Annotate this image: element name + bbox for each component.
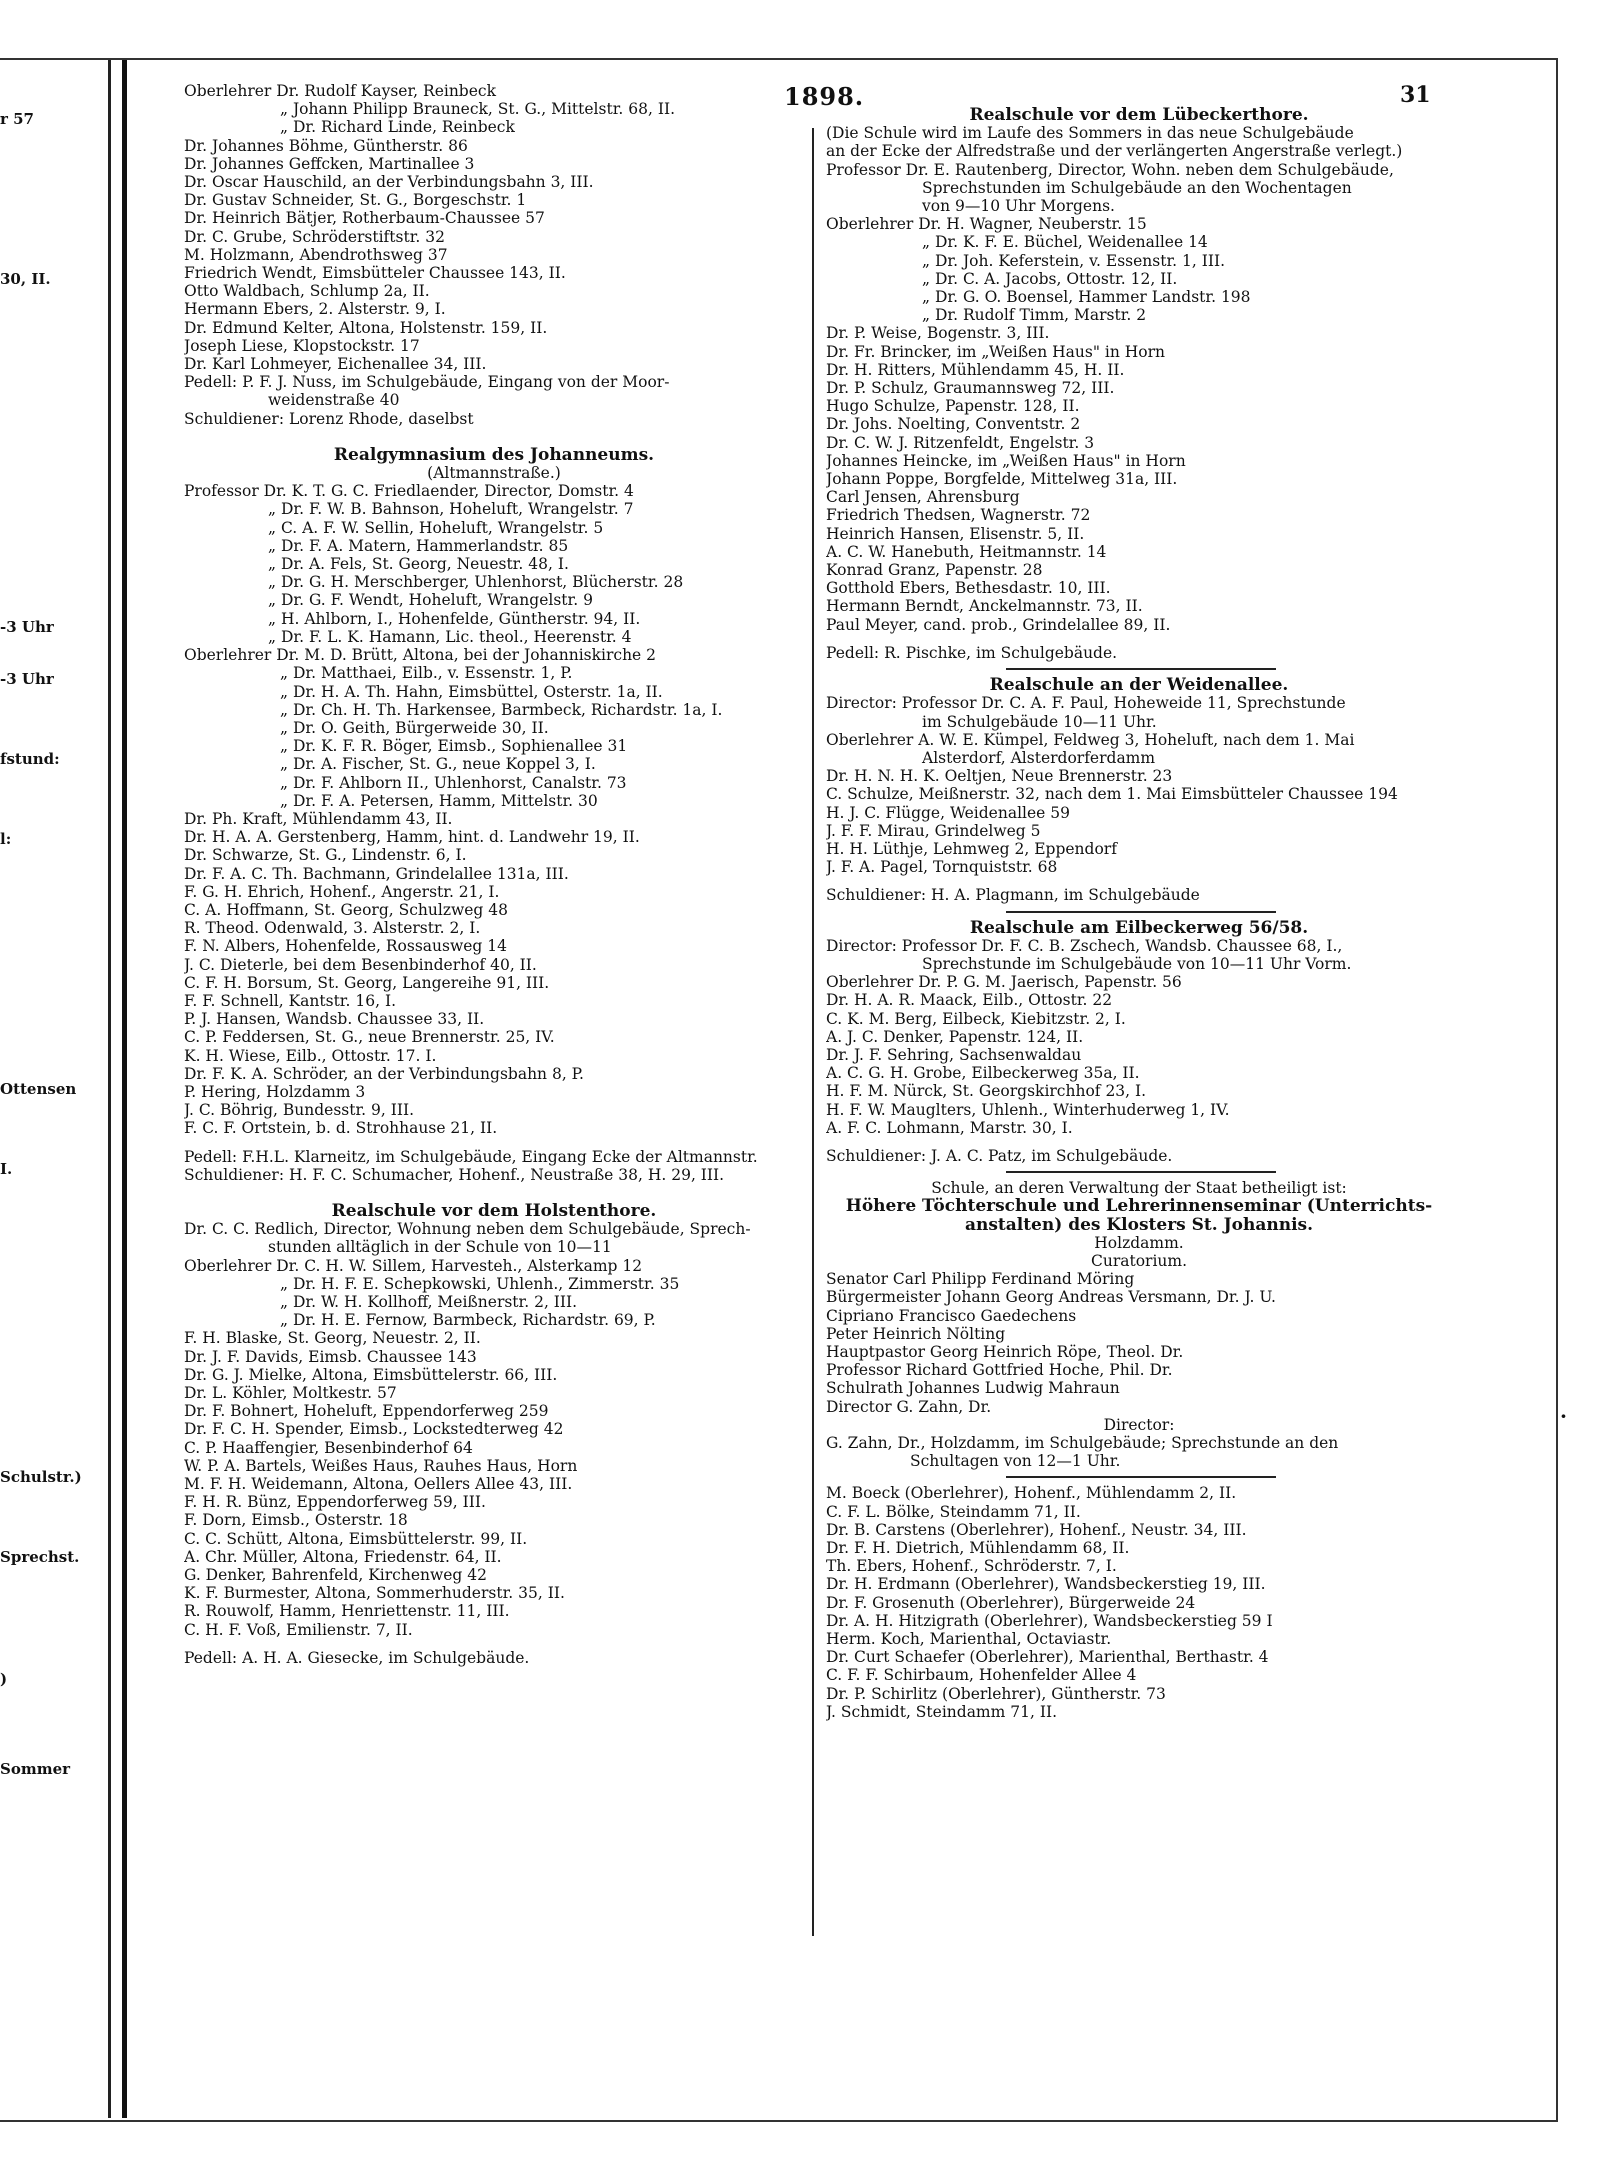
entry-line: Heinrich Hansen, Elisenstr. 5, II.	[826, 524, 1085, 543]
entry-line: Pedell: P. F. J. Nuss, im Schulgebäude, Eingang von der Moor-	[184, 373, 670, 392]
entry-line: Professor Richard Gottfried Hoche, Phil. Dr.	[826, 1361, 1173, 1380]
entry-line: F. G. H. Ehrich, Hohenf., Angerstr. 21, I.	[184, 882, 500, 901]
spacer	[184, 1184, 804, 1202]
entry-line: Dr. C. C. Redlich, Director, Wohnung neben dem Schulgebäude, Sprech-	[184, 1220, 751, 1239]
entry-line: „ Dr. F. A. Matern, Hammerlandstr. 85	[268, 536, 569, 555]
margin-fragment: -3 Uhr	[0, 670, 54, 688]
section-rule	[1006, 668, 1276, 670]
entry-line: Dr. P. Weise, Bogenstr. 3, III.	[826, 324, 1050, 343]
entry-line: Dr. F. Bohnert, Hoheluft, Eppendorferweg 259	[184, 1402, 549, 1421]
entry-line: Dr. B. Carstens (Oberlehrer), Hohenf., Neustr. 34, III.	[826, 1520, 1247, 1539]
entry-line: „ Dr. H. A. Th. Hahn, Eimsbüttel, Osterstr. 1a, II.	[280, 682, 663, 701]
entry-line: „ Dr. C. A. Jacobs, Ottostr. 12, II.	[922, 269, 1178, 288]
entry-line: Director: Professor Dr. C. A. F. Paul, Hoheweide 11, Sprechstunde	[826, 694, 1346, 713]
entry-line: Dr. F. C. H. Spender, Eimsb., Lockstedterweg 42	[184, 1420, 564, 1439]
entry-line: Oberlehrer Dr. Rudolf Kayser, Reinbeck	[184, 82, 496, 100]
entry-line: A. C. W. Hanebuth, Heitmannstr. 14	[826, 542, 1107, 561]
entry-line: J. Schmidt, Steindamm 71, II.	[826, 1702, 1058, 1721]
entry-line: Dr. Edmund Kelter, Altona, Holstenstr. 159, II.	[184, 318, 548, 337]
entry-line: Gotthold Ebers, Bethesdastr. 10, III.	[826, 579, 1111, 598]
entry-line: A. C. G. H. Grobe, Eilbeckerweg 35a, II.	[826, 1064, 1140, 1083]
spacer	[826, 876, 1452, 886]
section-heading: anstalten) des Klosters St. Johannis.	[964, 1215, 1314, 1234]
entry-line: H. F. W. Mauglters, Uhlenh., Winterhuderweg 1, IV.	[826, 1100, 1230, 1119]
entry-line: Dr. Heinrich Bätjer, Rotherbaum-Chaussee 57	[184, 209, 545, 228]
entry-line: Paul Meyer, cand. prob., Grindelallee 89, II.	[826, 615, 1171, 634]
entry-line: „ Dr. F. A. Petersen, Hamm, Mittelstr. 30	[280, 791, 598, 810]
entry-line: K. H. Wiese, Eilb., Ottostr. 17. I.	[184, 1046, 437, 1065]
entry-line: Director: Professor Dr. F. C. B. Zschech, Wandsb. Chaussee 68, I.,	[826, 936, 1343, 955]
entry-line: Carl Jensen, Ahrensburg	[826, 488, 1020, 507]
entry-line: H. F. M. Nürck, St. Georgskirchhof 23, I.	[826, 1082, 1147, 1101]
left-column	[184, 82, 804, 1667]
entry-line: Dr. Johannes Böhme, Güntherstr. 86	[184, 136, 468, 155]
entry-line: A. J. C. Denker, Papenstr. 124, II.	[826, 1027, 1084, 1046]
entry-line: Th. Ebers, Hohenf., Schröderstr. 7, I.	[826, 1557, 1117, 1576]
entry-line: „ Dr. A. Fischer, St. G., neue Koppel 3, I.	[280, 755, 596, 774]
entry-line: Cipriano Francisco Gaedechens	[826, 1306, 1077, 1325]
entry-line: „ Dr. W. H. Kollhoff, Meißnerstr. 2, III.	[280, 1293, 578, 1311]
margin-fragment: Sprechst.	[0, 1548, 80, 1566]
entry-line: Dr. Gustav Schneider, St. G., Borgeschstr. 1	[184, 191, 527, 210]
entry-line: C. F. H. Borsum, St. Georg, Langereihe 91, III.	[184, 973, 550, 992]
entry-line: Dr. Oscar Hauschild, an der Verbindungsbahn 3, III.	[184, 173, 594, 192]
entry-line: „ Dr. H. E. Fernow, Barmbeck, Richardstr. 69, P.	[280, 1311, 656, 1330]
entry-line: Sprechstunden im Schulgebäude an den Wochentagen	[922, 178, 1352, 197]
entry-line: Hugo Schulze, Papenstr. 128, II.	[826, 397, 1080, 416]
entry-line: Dr. F. Grosenuth (Oberlehrer), Bürgerweide 24	[826, 1593, 1196, 1612]
entry-line: M. Holzmann, Abendrothsweg 37	[184, 245, 448, 264]
entry-line: Friedrich Thedsen, Wagnerstr. 72	[826, 506, 1091, 525]
entry-line: Dr. Ph. Kraft, Mühlendamm 43, II.	[184, 809, 453, 828]
margin-fragment: -3 Uhr	[0, 618, 54, 636]
entry-line: C. F. L. Bölke, Steindamm 71, II.	[826, 1502, 1081, 1521]
section-heading: Höhere Töchterschule und Lehrerinnenseminar (Unterrichts-	[845, 1197, 1433, 1216]
entry-line: Schultagen von 12—1 Uhr.	[910, 1452, 1121, 1471]
entry-line: Dr. Johs. Noelting, Conventstr. 2	[826, 415, 1081, 434]
entry-line: J. C. Dieterle, bei dem Besenbinderhof 40, II.	[184, 955, 537, 974]
entry-line: „ Dr. F. L. K. Hamann, Lic. theol., Heerenstr. 4	[268, 627, 632, 646]
column-separator	[812, 128, 814, 1936]
entry-line: Johann Poppe, Borgfelde, Mittelweg 31a, III.	[826, 470, 1178, 489]
margin-fragment: l:	[0, 830, 12, 848]
margin-fragment: 30, II.	[0, 270, 51, 288]
entry-line: im Schulgebäude 10—11 Uhr.	[922, 712, 1157, 731]
section-heading: Realschule an der Weidenallee.	[989, 676, 1289, 695]
entry-line: „ Dr. Joh. Keferstein, v. Essenstr. 1, III.	[922, 251, 1226, 270]
entry-line: Johannes Heincke, im „Weißen Haus" in Horn	[826, 451, 1186, 470]
entry-line: (Die Schule wird im Laufe des Sommers in das neue Schulgebäude	[826, 124, 1354, 143]
entry-line: Pedell: A. H. A. Giesecke, im Schulgebäude.	[184, 1648, 530, 1667]
entry-line: Holzdamm.	[1094, 1233, 1184, 1252]
entry-line: „ Dr. G. O. Boensel, Hammer Landstr. 198	[922, 288, 1251, 307]
entry-line: F. Dorn, Eimsb., Osterstr. 18	[184, 1511, 408, 1530]
entry-line: A. Chr. Müller, Altona, Friedenstr. 64, II.	[184, 1547, 502, 1566]
entry-line: Schuldiener: J. A. C. Patz, im Schulgebäude.	[826, 1146, 1173, 1165]
entry-line: A. F. C. Lohmann, Marstr. 30, I.	[826, 1118, 1073, 1137]
section-rule	[1006, 1171, 1276, 1173]
entry-line: Joseph Liese, Klopstockstr. 17	[184, 336, 420, 355]
entry-line: Bürgermeister Johann Georg Andreas Versmann, Dr. J. U.	[826, 1288, 1276, 1307]
section-heading: Realschule vor dem Holstenthore.	[331, 1201, 657, 1221]
entry-line: Dr. J. F. Sehring, Sachsenwaldau	[826, 1045, 1082, 1064]
entry-line: Director G. Zahn, Dr.	[826, 1397, 992, 1416]
entry-line: Friedrich Wendt, Eimsbütteler Chaussee 143, II.	[184, 264, 566, 283]
margin-fragment: Sommer	[0, 1760, 71, 1778]
entry-line: F. H. R. Bünz, Eppendorferweg 59, III.	[184, 1493, 486, 1512]
section-heading: Realgymnasium des Johanneums.	[333, 445, 655, 465]
entry-line: „ Dr. O. Geith, Bürgerweide 30, II.	[280, 718, 549, 737]
entry-line: „ Dr. Rudolf Timm, Marstr. 2	[922, 306, 1147, 325]
entry-line: Dr. H. Erdmann (Oberlehrer), Wandsbeckerstieg 19, III.	[826, 1575, 1266, 1594]
entry-line: R. Rouwolf, Hamm, Henriettenstr. 11, III.	[184, 1602, 510, 1621]
entry-line: Dr. G. J. Mielke, Altona, Eimsbüttelerstr. 66, III.	[184, 1365, 558, 1384]
entry-line: an der Ecke der Alfredstraße und der verlängerten Angerstraße verlegt.)	[826, 142, 1403, 161]
section-heading: Realschule vor dem Lübeckerthore.	[969, 106, 1309, 125]
entry-line: „ Dr. K. F. E. Büchel, Weidenallee 14	[922, 233, 1208, 252]
margin-fragment: )	[0, 1670, 8, 1688]
entry-line: „ H. Ahlborn, I., Hohenfelde, Güntherstr. 94, II.	[268, 609, 641, 628]
entry-line: Dr. F. A. C. Th. Bachmann, Grindelallee 131a, III.	[184, 864, 569, 883]
entry-line: Alsterdorf, Alsterdorferdamm	[922, 748, 1156, 767]
right-column	[826, 106, 1452, 1721]
spacer	[184, 1639, 804, 1649]
entry-line: „ Dr. Richard Linde, Reinbeck	[280, 118, 515, 137]
entry-line: H. J. C. Flügge, Weidenallee 59	[826, 803, 1070, 822]
entry-line: Herm. Koch, Marienthal, Octaviastr.	[826, 1630, 1112, 1649]
entry-line: Oberlehrer Dr. P. G. M. Jaerisch, Papenstr. 56	[826, 973, 1182, 992]
entry-line: C. F. F. Schirbaum, Hohenfelder Allee 4	[826, 1666, 1137, 1685]
entry-line: Dr. P. Schulz, Graumannsweg 72, III.	[826, 379, 1115, 398]
entry-line: Dr. F. K. A. Schröder, an der Verbindungsbahn 8, P.	[184, 1064, 584, 1083]
section-rule	[1006, 911, 1276, 913]
left-page-margin-fragments	[0, 70, 100, 2110]
margin-fragment: I.	[0, 1160, 13, 1178]
entry-line: Oberlehrer A. W. E. Kümpel, Feldweg 3, Hoheluft, nach dem 1. Mai	[826, 730, 1355, 749]
entry-line: Schuldiener: H. A. Plagmann, im Schulgebäude	[826, 886, 1200, 905]
entry-line: Oberlehrer Dr. M. D. Brütt, Altona, bei der Johanniskirche 2	[184, 646, 657, 665]
entry-line: Hermann Berndt, Anckelmannstr. 73, II.	[826, 597, 1143, 616]
entry-line: Director:	[1103, 1415, 1175, 1434]
entry-line: Pedell: R. Pischke, im Schulgebäude.	[826, 643, 1118, 662]
entry-line: Oberlehrer Dr. C. H. W. Sillem, Harvesteh., Alsterkamp 12	[184, 1256, 643, 1275]
entry-line: stunden alltäglich in der Schule von 10—11	[268, 1238, 612, 1257]
entry-line: Dr. Karl Lohmeyer, Eichenallee 34, III.	[184, 355, 487, 374]
entry-line: M. F. H. Weidemann, Altona, Oellers Allee 43, III.	[184, 1475, 573, 1494]
margin-fragment: fstund:	[0, 750, 60, 768]
margin-fragment: Schulstr.)	[0, 1468, 82, 1486]
entry-line: „ Dr. Matthaei, Eilb., v. Essenstr. 1, P.	[280, 664, 573, 683]
entry-line: F. C. F. Ortstein, b. d. Strohhause 21, II.	[184, 1119, 498, 1138]
section-heading: Realschule am Eilbeckerweg 56/58.	[969, 918, 1309, 937]
entry-line: Dr. J. F. Davids, Eimsb. Chaussee 143	[184, 1347, 477, 1366]
entry-line: Dr. H. N. H. K. Oeltjen, Neue Brennerstr. 23	[826, 767, 1173, 786]
entry-line: „ Dr. F. W. B. Bahnson, Hoheluft, Wrangelstr. 7	[268, 500, 634, 519]
entry-line: F. H. Blaske, St. Georg, Neuestr. 2, II.	[184, 1329, 481, 1348]
entry-line: Dr. L. Köhler, Moltkestr. 57	[184, 1384, 397, 1403]
entry-line: C. H. F. Voß, Emilienstr. 7, II.	[184, 1620, 413, 1639]
entry-line: P. J. Hansen, Wandsb. Chaussee 33, II.	[184, 1010, 485, 1029]
entry-line: G. Zahn, Dr., Holzdamm, im Schulgebäude; Sprechstunde an den	[826, 1434, 1339, 1453]
entry-line: Dr. C. Grube, Schröderstiftstr. 32	[184, 227, 445, 246]
spacer	[184, 1138, 804, 1148]
entry-line: Sprechstunde im Schulgebäude von 10—11 Uhr Vorm.	[922, 954, 1352, 973]
entry-line: weidenstraße 40	[268, 391, 400, 410]
entry-line: Otto Waldbach, Schlump 2a, II.	[184, 282, 430, 301]
entry-line: C. C. Schütt, Altona, Eimsbüttelerstr. 99, II.	[184, 1529, 528, 1548]
gutter-rule	[108, 60, 111, 2118]
entry-line: J. F. F. Mirau, Grindelweg 5	[826, 821, 1041, 840]
entry-line: Hermann Ebers, 2. Alsterstr. 9, I.	[184, 300, 446, 319]
entry-line: Dr. P. Schirlitz (Oberlehrer), Güntherstr. 73	[826, 1684, 1166, 1703]
entry-line: Dr. Schwarze, St. G., Lindenstr. 6, I.	[184, 846, 467, 865]
entry-line: Oberlehrer Dr. H. Wagner, Neuberstr. 15	[826, 215, 1147, 234]
entry-line: Konrad Granz, Papenstr. 28	[826, 561, 1043, 580]
entry-line: C. Schulze, Meißnerstr. 32, nach dem 1. Mai Eimsbütteler Chaussee 194	[826, 785, 1398, 804]
entry-line: „ Dr. Ch. H. Th. Harkensee, Barmbeck, Richardstr. 1a, I.	[280, 700, 723, 719]
entry-line: Senator Carl Philipp Ferdinand Möring	[826, 1270, 1135, 1289]
margin-fragment: Ottensen	[0, 1080, 77, 1098]
entry-line: „ Dr. H. F. E. Schepkowski, Uhlenh., Zimmerstr. 35	[280, 1274, 680, 1293]
entry-line: „ Dr. K. F. R. Böger, Eimsb., Sophienallee 31	[280, 737, 628, 756]
entry-line: Dr. A. H. Hitzigrath (Oberlehrer), Wandsbeckerstieg 59 I	[826, 1611, 1273, 1630]
spacer	[826, 1137, 1452, 1147]
entry-line: G. Denker, Bahrenfeld, Kirchenweg 42	[184, 1566, 487, 1585]
entry-line: „ Dr. A. Fels, St. Georg, Neuestr. 48, I.	[268, 555, 569, 574]
entry-line: Professor Dr. E. Rautenberg, Director, Wohn. neben dem Schulgebäude,	[826, 160, 1394, 179]
page-year: 1898.	[784, 82, 865, 111]
entry-line: Dr. C. W. J. Ritzenfeldt, Engelstr. 3	[826, 433, 1095, 452]
page-number: 31	[1400, 82, 1431, 108]
margin-fragment: r 57	[0, 110, 34, 128]
entry-line: P. Hering, Holzdamm 3	[184, 1082, 366, 1101]
entry-line: C. P. Feddersen, St. G., neue Brennerstr. 25, IV.	[184, 1028, 555, 1047]
entry-line: „ Dr. F. Ahlborn II., Uhlenhorst, Canalstr. 73	[280, 773, 627, 792]
entry-line: Dr. H. A. A. Gerstenberg, Hamm, hint. d. Landwehr 19, II.	[184, 828, 640, 847]
entry-line: R. Theod. Odenwald, 3. Alsterstr. 2, I.	[184, 919, 481, 938]
spacer	[184, 428, 804, 446]
entry-line: Dr. H. A. R. Maack, Eilb., Ottostr. 22	[826, 991, 1113, 1010]
entry-line: Schule, an deren Verwaltung der Staat betheiligt ist:	[931, 1179, 1347, 1198]
entry-line: C. P. Haaffengier, Besenbinderhof 64	[184, 1438, 473, 1457]
entry-line: „ Dr. G. F. Wendt, Hoheluft, Wrangelstr. 9	[268, 591, 593, 610]
entry-line: J. F. A. Pagel, Tornquiststr. 68	[826, 858, 1058, 877]
entry-line: Dr. F. H. Dietrich, Mühlendamm 68, II.	[826, 1539, 1130, 1558]
entry-line: „ C. A. F. W. Sellin, Hoheluft, Wrangelstr. 5	[268, 518, 604, 537]
spacer	[826, 634, 1452, 644]
entry-line: Peter Heinrich Nölting	[826, 1324, 1006, 1343]
entry-line: H. H. Lüthje, Lehmweg 2, Eppendorf	[826, 839, 1117, 858]
entry-line: „ Johann Philipp Brauneck, St. G., Mittelstr. 68, II.	[280, 100, 676, 119]
section-rule	[1006, 1476, 1276, 1478]
entry-line: Hauptpastor Georg Heinrich Röpe, Theol. Dr.	[826, 1343, 1184, 1361]
entry-line: W. P. A. Bartels, Weißes Haus, Rauhes Haus, Horn	[184, 1456, 578, 1475]
entry-line: F. F. Schnell, Kantstr. 16, I.	[184, 991, 396, 1010]
entry-line: K. F. Burmester, Altona, Sommerhuderstr. 35, II.	[184, 1584, 565, 1603]
entry-line: Dr. H. Ritters, Mühlendamm 45, H. II.	[826, 360, 1125, 379]
entry-line: Dr. Curt Schaefer (Oberlehrer), Marienthal, Berthastr. 4	[826, 1648, 1269, 1667]
entry-line: Pedell: F.H.L. Klarneitz, im Schulgebäude, Eingang Ecke der Altmannstr.	[184, 1147, 758, 1166]
entry-line: C. A. Hoffmann, St. Georg, Schulzweg 48	[184, 900, 509, 919]
entry-line: C. K. M. Berg, Eilbeck, Kiebitzstr. 2, I.	[826, 1009, 1126, 1028]
entry-line: F. N. Albers, Hohenfelde, Rossausweg 14	[184, 937, 507, 956]
gutter-rule-thick	[122, 60, 127, 2118]
entry-line: Curatorium.	[1090, 1251, 1188, 1270]
entry-line: von 9—10 Uhr Morgens.	[922, 197, 1115, 216]
margin-mark: ·	[1560, 1404, 1567, 1428]
entry-line: Dr. Fr. Brincker, im „Weißen Haus" in Horn	[826, 342, 1166, 361]
entry-line: Schuldiener: H. F. C. Schumacher, Hohenf., Neustraße 38, H. 29, III.	[184, 1165, 725, 1184]
entry-line: Dr. Johannes Geffcken, Martinallee 3	[184, 154, 475, 173]
entry-line: „ Dr. G. H. Merschberger, Uhlenhorst, Blücherstr. 28	[268, 573, 684, 592]
entry-line: M. Boeck (Oberlehrer), Hohenf., Mühlendamm 2, II.	[826, 1484, 1237, 1503]
entry-line: Schuldiener: Lorenz Rhode, daselbst	[184, 409, 474, 428]
entry-line: Schulrath Johannes Ludwig Mahraun	[826, 1379, 1120, 1398]
entry-line: Professor Dr. K. T. G. C. Friedlaender, Director, Domstr. 4	[184, 482, 634, 501]
entry-line: J. C. Böhrig, Bundesstr. 9, III.	[184, 1101, 415, 1120]
entry-line: (Altmannstraße.)	[427, 464, 561, 483]
